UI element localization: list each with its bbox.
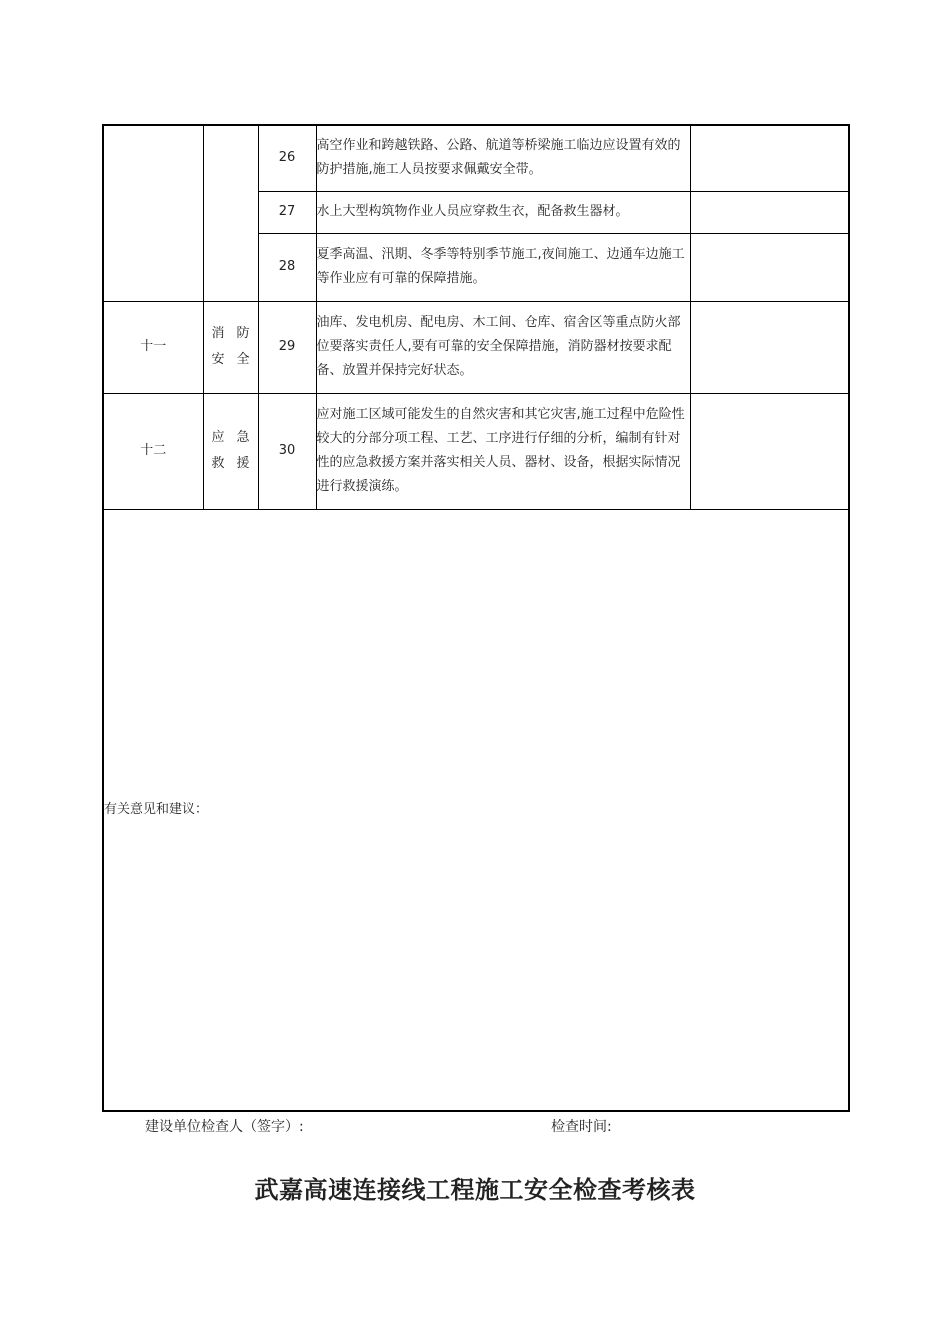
inspector-signature-label: 建设单位检查人（签字）: xyxy=(145,1119,304,1135)
inspection-table xyxy=(102,124,850,1112)
section-category xyxy=(203,393,258,509)
item-number: 28 xyxy=(258,233,316,301)
inspection-date-label: 检查时间: xyxy=(551,1119,612,1135)
section-category xyxy=(203,301,258,393)
table-row xyxy=(103,125,849,191)
category-label: 消防安全 xyxy=(211,326,250,367)
item-requirement: 应对施工区域可能发生的自然灾害和其它灾害,施工过程中危险性较大的分部分项工程、工艺、工序进行仔细的分析，编制有针对性的应急救援方案并落实相关人员、器材、设备，根据实际情况进行救援演练。 xyxy=(316,393,690,509)
result-cell xyxy=(690,191,849,233)
item-number: 27 xyxy=(258,191,316,233)
table-row xyxy=(103,301,849,393)
item-requirement: 夏季高温、汛期、冬季等特别季节施工,夜间施工、边通车边施工等作业应有可靠的保障措施。 xyxy=(316,233,690,301)
table-row xyxy=(103,393,849,509)
result-cell xyxy=(690,393,849,509)
item-requirement: 水上大型构筑物作业人员应穿救生衣，配备救生器材。 xyxy=(316,191,690,233)
item-requirement: 油库、发电机房、配电房、木工间、仓库、宿舍区等重点防火部位要落实责任人,要有可靠的安全保障措施，消防器材按要求配备、放置并保持完好状态。 xyxy=(316,301,690,393)
index-cell xyxy=(103,125,203,301)
comments-label: 有关意见和建议： xyxy=(104,801,209,817)
comments-row xyxy=(103,509,849,1111)
result-cell xyxy=(690,233,849,301)
item-requirement: 高空作业和跨越铁路、公路、航道等桥梁施工临边应设置有效的防护措施,施工人员按要求佩戴安全带。 xyxy=(316,125,690,191)
section-index: 十二 xyxy=(103,393,203,509)
document-title: 武嘉高速连接线工程施工安全检查考核表 xyxy=(254,1175,696,1204)
category-label: 应急救援 xyxy=(211,430,250,471)
result-cell xyxy=(690,125,849,191)
category-cell xyxy=(203,125,258,301)
section-index: 十一 xyxy=(103,301,203,393)
result-cell xyxy=(690,301,849,393)
item-number: 30 xyxy=(258,393,316,509)
item-number: 26 xyxy=(258,125,316,191)
comments-area[interactable] xyxy=(103,509,849,1111)
item-number: 29 xyxy=(258,301,316,393)
